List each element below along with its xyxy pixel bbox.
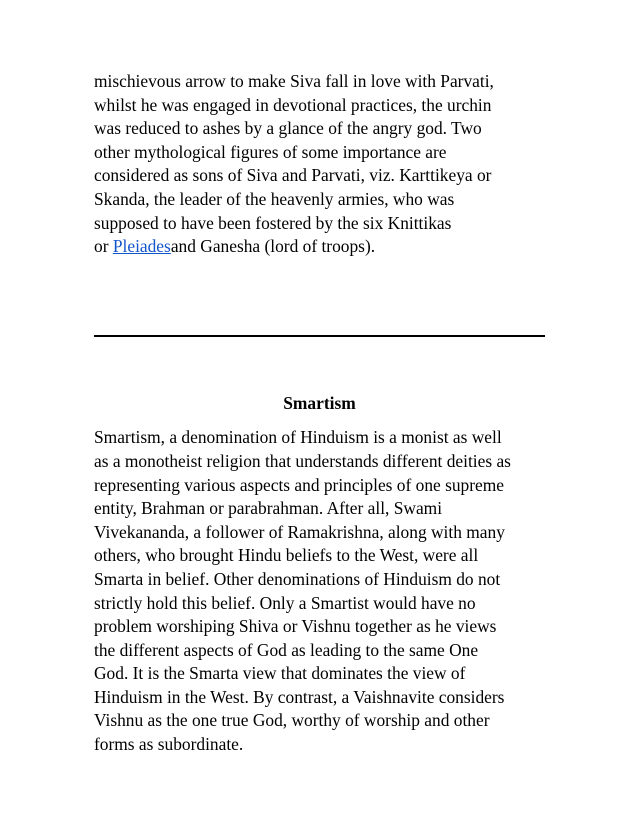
intro-last-suffix: and Ganesha (lord of troops). xyxy=(170,236,376,257)
body-line-10: the different aspects of God as leading to the same One xyxy=(94,639,479,660)
smartism-paragraph xyxy=(94,426,554,756)
body-line-6: others, who brought Hindu beliefs to the West, were all xyxy=(94,545,479,566)
intro-last-prefix: or xyxy=(94,236,113,257)
body-line-1: Smartism, a denomination of Hinduism is a monist as well xyxy=(94,427,502,448)
intro-line-5: considered as sons of Siva and Parvati, viz. Karttikeya or xyxy=(94,165,492,186)
intro-line-6: Skanda, the leader of the heavenly armies, who was xyxy=(94,188,455,209)
body-line-11: God. It is the Smarta view that dominates the view of xyxy=(94,663,466,684)
body-line-5: Vivekananda, a follower of Ramakrishna, along with many xyxy=(94,521,505,542)
horizontal-rule xyxy=(94,335,545,337)
body-line-8: strictly hold this belief. Only a Smartist would have no xyxy=(94,592,476,613)
intro-paragraph xyxy=(94,70,554,259)
body-line-4: entity, Brahman or parabrahman. After all, Swami xyxy=(94,498,443,519)
intro-line-3: was reduced to ashes by a glance of the angry god. Two xyxy=(94,118,482,139)
body-line-7: Smarta in belief. Other denominations of Hinduism do not xyxy=(94,568,501,589)
pleiades-link[interactable]: Pleiades xyxy=(112,236,171,257)
page-content xyxy=(94,70,554,757)
body-line-2: as a monotheist religion that understands different deities as xyxy=(94,450,511,471)
body-line-3: representing various aspects and principles of one supreme xyxy=(94,474,504,495)
body-line-12: Hinduism in the West. By contrast, a Vaishnavite considers xyxy=(94,686,505,707)
intro-line-2: whilst he was engaged in devotional practices, the urchin xyxy=(94,94,492,115)
body-line-14: forms as subordinate. xyxy=(94,734,244,755)
intro-line-7: supposed to have been fostered by the six Knittikas xyxy=(94,212,452,233)
intro-line-8 xyxy=(94,235,554,259)
body-line-13: Vishnu as the one true God, worthy of worship and other xyxy=(94,710,490,731)
body-line-9: problem worshiping Shiva or Vishnu together as he views xyxy=(94,616,497,637)
intro-line-4: other mythological figures of some importance are xyxy=(94,141,447,162)
section-heading: Smartism xyxy=(283,392,356,413)
intro-line-1: mischievous arrow to make Siva fall in love with Parvati, xyxy=(94,71,494,91)
